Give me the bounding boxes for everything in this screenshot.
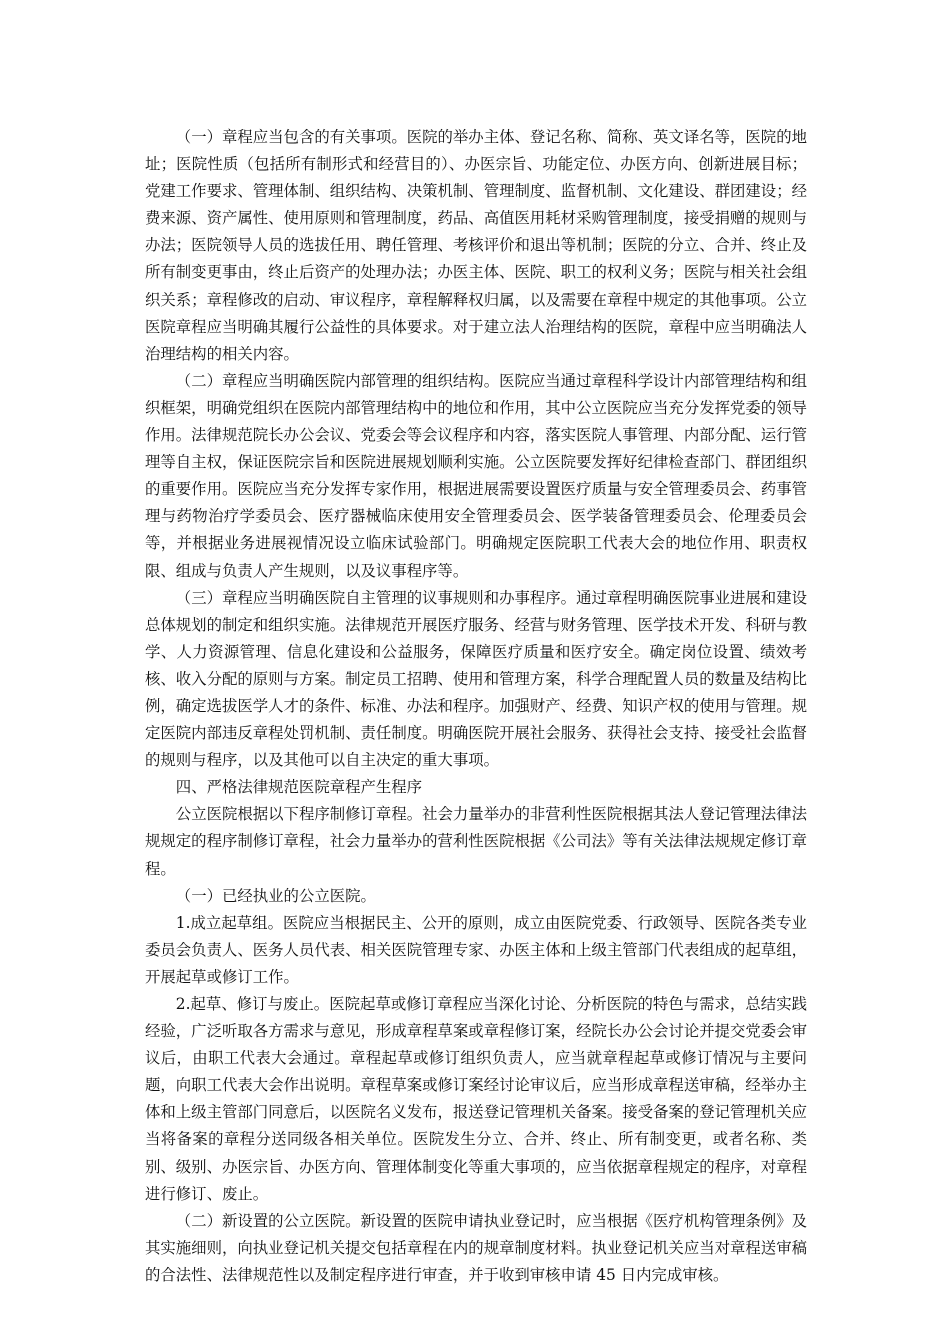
document-body — [145, 124, 807, 1289]
paragraph-existing-hospitals: （一）已经执业的公立医院。 — [175, 886, 376, 905]
paragraph-drafting-revision: 2.起草、修订与废止。医院起草或修订章程应当深化讨论、分析医院的特色与需求，总结实践经验，广泛听取各方需求与意见，形成章程草案或章程修订案，经院长办公会讨论并提交党委会审议后，由职工代表大会通过。章程起草或修订组织负责人，应当就章程起草或修订情况与主要问题，向职工代表大会作出说明。章程草案或修订案经讨论审议后，应当形成章程送审稿，经举办主体和上级主管部门同意后，以医院名义发布，报送登记管理机关备案。接受备案的登记管理机关应当将备案的章程分送同级各相关单位。医院发生分立、合并、终止、所有制变更，或者名称、类别、级别、办医宗旨、办医方向、管理体制变化等重大事项的，应当依据章程规定的程序，对章程进行修订、废止。 — [145, 995, 807, 1203]
paragraph-procedure-intro: 公立医院根据以下程序制修订章程。社会力量举办的非营利性医院根据其法人登记管理法律法规规定的程序制修订章程，社会力量举办的营利性医院根据《公司法》等有关法律法规规定修订章程。 — [145, 805, 807, 878]
paragraph-drafting-group: 1.成立起草组。医院应当根据民主、公开的原则，成立由医院党委、行政领导、医院各类专业委员会负责人、医务人员代表、相关医院管理专家、办医主体和上级主管部门代表组成的起草组，开展起草或修订工作。 — [145, 913, 807, 986]
paragraph-internal-management-structure: （二）章程应当明确医院内部管理的组织结构。医院应当通过章程科学设计内部管理结构和组织框架，明确党组织在医院内部管理结构中的地位和作用，其中公立医院应当充分发挥党委的领导作用。法律规范院长办公会议、党委会等会议程序和内容，落实医院人事管理、内部分配、运行管理等自主权，保证医院宗旨和医院进展规划顺利实施。公立医院要发挥好纪律检查部门、群团组织的重要作用。医院应当充分发挥专家作用，根据进展需要设置医疗质量与安全管理委员会、药事管理与药物治疗学委员会、医疗器械临床使用安全管理委员会、医学装备管理委员会、伦理委员会等，并根据业务进展视情况设立临床试验部门。明确规定医院职工代表大会的地位作用、职责权限、组成与负责人产生规则，以及议事程序等。 — [145, 371, 807, 580]
paragraph-new-hospitals: （二）新设置的公立医院。新设置的医院申请执业登记时，应当根据《医疗机构管理条例》及其实施细则，向执业登记机关提交包括章程在内的规章制度材料。执业登记机关应当对章程送审稿的合法性、法律规范性以及制定程序进行审查，并于收到审核申请 45 日内完成审核。 — [145, 1211, 807, 1284]
paragraph-hospital-charter-items: （一）章程应当包含的有关事项。医院的举办主体、登记名称、简称、英文译名等，医院的地址；医院性质（包括所有制形式和经营目的）、办医宗旨、功能定位、办医方向、创新进展目标；党建工作要求、管理体制、组织结构、决策机制、管理制度、监督机制、文化建设、群团建设；经费来源、资产属性、使用原则和管理制度，药品、高值医用耗材采购管理制度，接受捐赠的规则与办法；医院领导人员的选拔任用、聘任管理、考核评价和退出等机制；医院的分立、合并、终止及所有制变更事由，终止后资产的处理办法；办医主体、医院、职工的权利义务；医院与相关社会组织关系；章程修改的启动、审议程序，章程解释权归属，以及需要在章程中规定的其他事项。公立医院章程应当明确其履行公益性的具体要求。对于建立法人治理结构的医院，章程中应当明确法人治理结构的相关内容。 — [145, 128, 807, 363]
paragraph-self-management-rules: （三）章程应当明确医院自主管理的议事规则和办事程序。通过章程明确医院事业进展和建设总体规划的制定和组织实施。法律规范开展医疗服务、经营与财务管理、医学技术开发、科研与教学、人力资源管理、信息化建设和公益服务，保障医疗质量和医疗安全。确定岗位设置、绩效考核、收入分配的原则与方案。制定员工招聘、使用和管理方案，科学合理配置人员的数量及结构比例，确定选拔医学人才的条件、标准、办法和程序。加强财产、经费、知识产权的使用与管理。规定医院内部违反章程处罚机制、责任制度。明确医院开展社会服务、获得社会支持、接受社会监督的规则与程序，以及其他可以自主决定的重大事项。 — [145, 588, 807, 770]
section-heading-charter-procedure: 四、严格法律规范医院章程产生程序 — [175, 778, 423, 797]
